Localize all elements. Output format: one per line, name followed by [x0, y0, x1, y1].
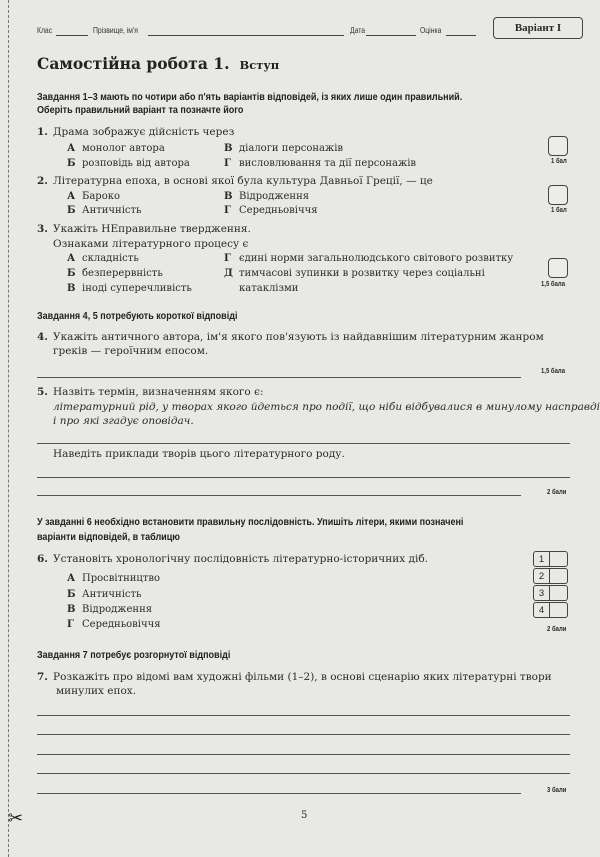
answer-cell[interactable]	[550, 568, 568, 584]
page-number: 5	[301, 810, 308, 821]
answer-cell[interactable]	[550, 551, 568, 567]
q6-option-b: Б Античність	[67, 589, 142, 600]
section-2-heading: Завдання 4, 5 потребують короткої відповіді	[37, 310, 238, 322]
q4-num: 4.	[37, 331, 48, 343]
q4-answer-line[interactable]	[37, 377, 521, 378]
q3-option-v: В іноді суперечливість	[67, 283, 192, 294]
table-row	[533, 585, 568, 601]
q5-answer-line-3[interactable]	[37, 495, 521, 496]
q4-points: 1,5 бала	[541, 368, 565, 375]
q7-points: 3 бали	[547, 787, 567, 794]
row-number: 1	[533, 551, 550, 567]
section-3-line1: У завданні 6 необхідно встановити правильну послідовність. Упишіть літери, якими позначені	[37, 516, 464, 528]
q3-answer-box[interactable]	[548, 258, 568, 278]
date-field[interactable]	[366, 35, 416, 36]
section-1-line2: Оберіть правильний варіант та позначте його	[37, 104, 244, 116]
q5-answer-line-2[interactable]	[37, 477, 570, 478]
question-4	[37, 331, 544, 343]
question-5	[37, 386, 263, 398]
table-row	[533, 602, 568, 618]
q1-num: 1.	[37, 126, 48, 138]
date-label: Дата	[350, 26, 366, 35]
q7-answer-line-4[interactable]	[37, 773, 570, 774]
name-field[interactable]	[148, 35, 344, 36]
q5-followup: Наведіть приклади творів цього літературного роду.	[53, 448, 345, 460]
q7-answer-line-1[interactable]	[37, 715, 570, 716]
answer-cell[interactable]	[550, 602, 568, 618]
section-4-heading: Завдання 7 потребує розгорнутої відповіді	[37, 649, 231, 661]
q6-text: Установіть хронологічну послідовність літературно-історичних діб.	[53, 553, 428, 565]
q2-option-a: А Бароко	[67, 191, 121, 202]
q6-answer-table	[533, 551, 568, 619]
q2-answer-box[interactable]	[548, 185, 568, 205]
grade-field[interactable]	[446, 35, 476, 36]
q6-option-a: А Просвітництво	[67, 573, 161, 584]
table-row	[533, 551, 568, 567]
q5-num: 5.	[37, 386, 48, 398]
cut-line	[8, 0, 9, 857]
class-field[interactable]	[56, 35, 88, 36]
q6-num: 6.	[37, 553, 48, 565]
question-2	[37, 175, 433, 187]
q3-option-b: Б безперервність	[67, 268, 163, 279]
title-main: Самостійна робота 1.	[37, 54, 230, 73]
q7-num: 7.	[37, 671, 48, 683]
q3-option-d: Д тимчасові зупинки в розвитку через соціальні	[224, 268, 485, 279]
answer-cell[interactable]	[550, 585, 568, 601]
section-1-line1: Завдання 1–3 мають по чотири або п'ять варіантів відповідей, із яких лише один правильний.	[37, 91, 463, 103]
q7-answer-line-3[interactable]	[37, 754, 570, 755]
q5-points: 2 бали	[547, 489, 567, 496]
question-3	[37, 223, 251, 235]
scissors-icon: ✂	[8, 808, 24, 829]
q1-option-v: В діалоги персонажів	[224, 143, 344, 154]
q1-text: Драма зображує дійсність через	[53, 126, 235, 138]
q4-line2: греків — героїчним епосом.	[53, 345, 209, 357]
q2-option-v: В Відродження	[224, 191, 310, 202]
q3-option-d-cont: катаклізми	[239, 283, 299, 294]
q3-option-a: А складність	[67, 253, 139, 264]
page-title	[37, 54, 279, 73]
q1-option-g: Г висловлювання та дії персонажів	[224, 158, 417, 169]
q2-option-g: Г Середньовіччя	[224, 205, 318, 216]
q4-line1: Укажіть античного автора, ім'я якого пов'язують із найдавнішим літературним жанром	[53, 331, 544, 343]
section-3-line2: варіанти відповідей, в таблицю	[37, 531, 181, 543]
q6-option-g: Г Середньовіччя	[67, 619, 161, 630]
grade-label: Оцінка	[420, 26, 442, 35]
q3-points: 1,5 бала	[541, 281, 565, 288]
row-number: 2	[533, 568, 550, 584]
q3-option-g: Г єдині норми загальнолюдського світового розвитку	[224, 253, 514, 264]
q5-answer-line-1[interactable]	[37, 443, 570, 444]
class-label: Клас	[37, 26, 53, 35]
q1-option-a: А монолог автора	[67, 143, 165, 154]
q5-definition-1: літературний рід, у творах якого йдеться про події, що ніби відбувалися в минулому насправді	[53, 401, 600, 413]
q1-answer-box[interactable]	[548, 136, 568, 156]
question-1	[37, 126, 234, 138]
q6-option-v: В Відродження	[67, 604, 153, 615]
table-row	[533, 568, 568, 584]
q3-text: Укажіть НЕправильне твердження.	[53, 223, 251, 235]
row-number: 3	[533, 585, 550, 601]
q2-points: 1 бал	[551, 207, 567, 214]
q2-option-b: Б Античність	[67, 205, 142, 216]
variant-badge: Варіант I	[493, 17, 583, 39]
question-7	[37, 671, 552, 683]
q1-points: 1 бал	[551, 158, 567, 165]
question-6	[37, 553, 428, 565]
q7-line1: Розкажіть про відомі вам художні фільми (1–2), в основі сценарію яких літературні твори	[53, 671, 552, 683]
q7-line2: минулих епох.	[56, 685, 137, 697]
q5-text: Назвіть термін, визначенням якого є:	[53, 386, 264, 398]
q6-points: 2 бали	[547, 626, 567, 633]
q1-option-b: Б розповідь від автора	[67, 158, 190, 169]
q7-answer-line-5[interactable]	[37, 793, 521, 794]
q2-num: 2.	[37, 175, 48, 187]
name-label: Прізвище, ім'я	[93, 26, 138, 35]
q5-definition-2: і про які згадує оповідач.	[53, 415, 194, 427]
q3-num: 3.	[37, 223, 48, 235]
q3-subtext: Ознаками літературного процесу є	[53, 238, 249, 250]
title-sub: Вступ	[239, 58, 280, 72]
q2-text: Літературна епоха, в основі якої була культура Давньої Греції, — це	[53, 175, 433, 187]
row-number: 4	[533, 602, 550, 618]
q7-answer-line-2[interactable]	[37, 734, 570, 735]
